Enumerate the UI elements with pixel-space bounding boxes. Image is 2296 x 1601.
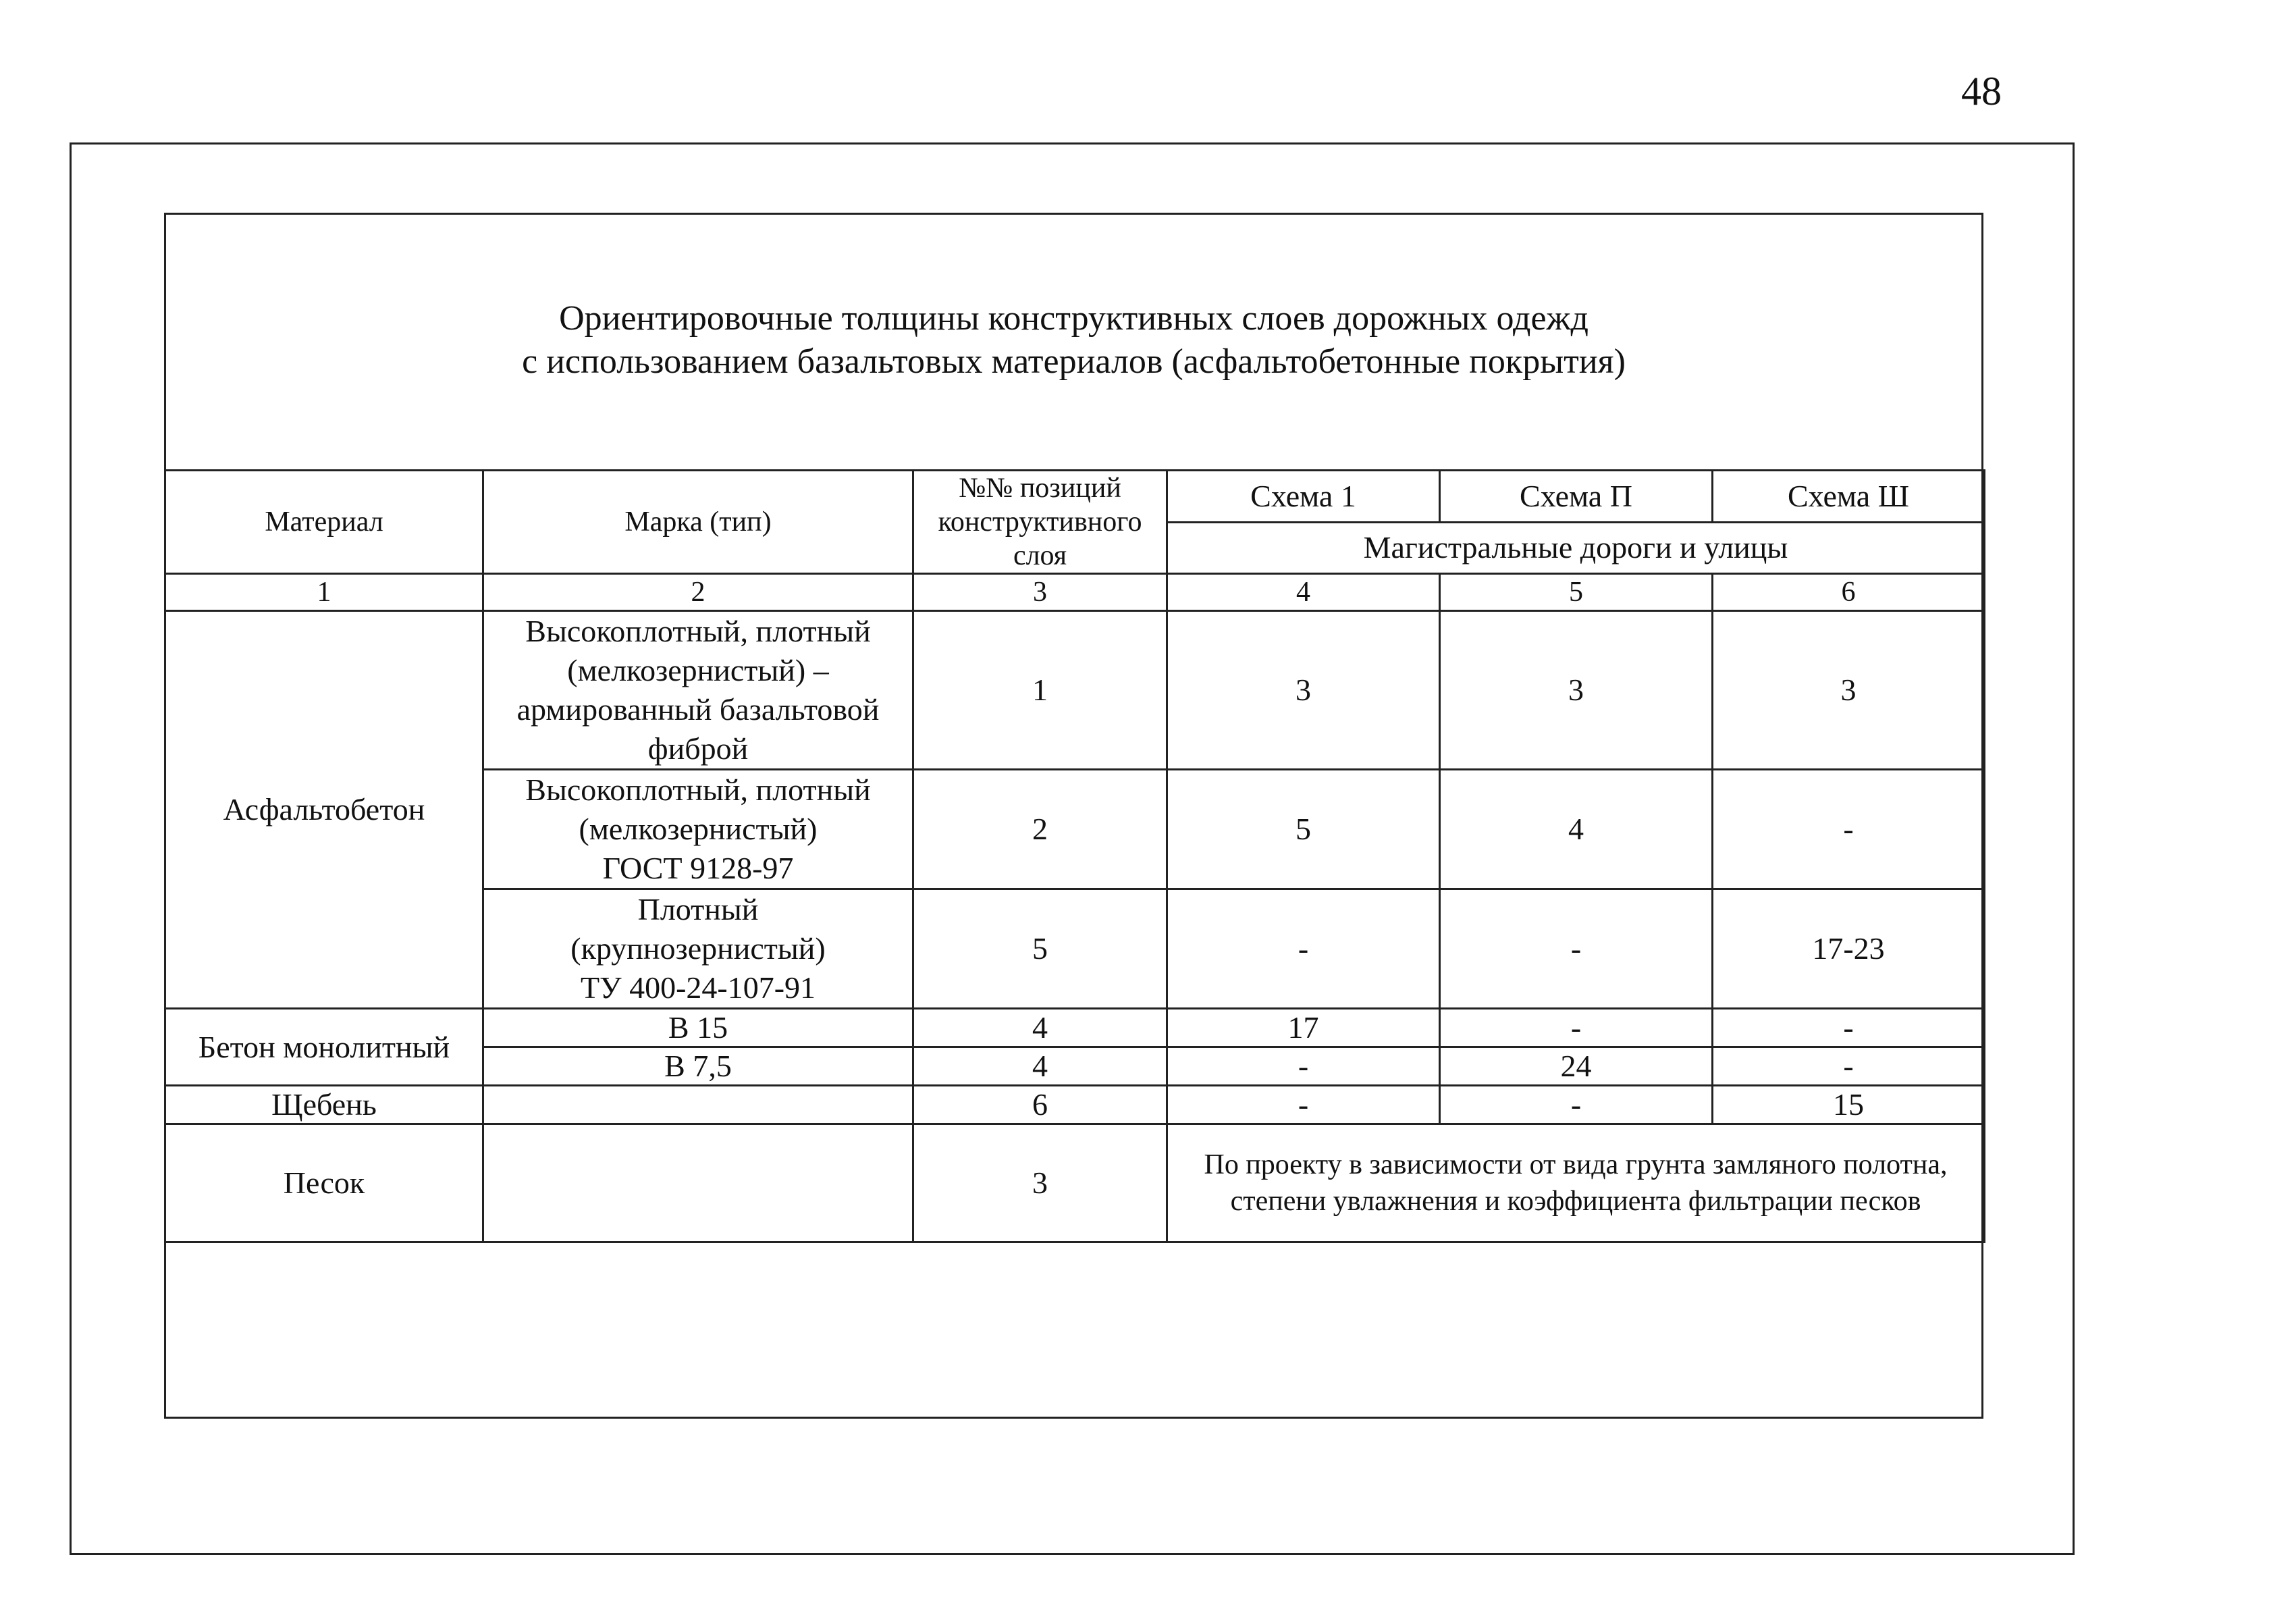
header-scheme-1: Схема 1 xyxy=(1167,471,1440,523)
brand-cell xyxy=(483,1086,913,1124)
scheme-1-cell: 17 xyxy=(1167,1009,1440,1047)
material-concrete: Бетон монолитный xyxy=(165,1009,483,1086)
table-row xyxy=(165,1086,1985,1124)
table-title xyxy=(164,297,1983,384)
scheme-2-cell: - xyxy=(1440,889,1713,1009)
material-sand: Песок xyxy=(165,1124,483,1242)
scheme-1-cell: 5 xyxy=(1167,770,1440,889)
table-row xyxy=(165,611,1985,770)
table-row xyxy=(165,1124,1985,1242)
scheme-1-cell: - xyxy=(1167,1047,1440,1086)
header-row xyxy=(165,471,1985,523)
brand-line: ТУ 400-24-107-91 xyxy=(580,970,816,1005)
column-number: 6 xyxy=(1713,574,1985,611)
header-brand: Марка (тип) xyxy=(483,471,913,574)
scheme-2-cell: 4 xyxy=(1440,770,1713,889)
header-material: Материал xyxy=(165,471,483,574)
brand-cell: В 7,5 xyxy=(483,1047,913,1086)
position-cell: 4 xyxy=(913,1047,1167,1086)
brand-cell xyxy=(483,770,913,889)
brand-line: Высокоплотный, плотный xyxy=(525,772,871,807)
scheme-3-cell: - xyxy=(1713,770,1985,889)
position-cell: 1 xyxy=(913,611,1167,770)
table-row xyxy=(165,1009,1985,1047)
material-gravel: Щебень xyxy=(165,1086,483,1124)
material-asphalt: Асфальтобетон xyxy=(165,611,483,1009)
position-cell: 5 xyxy=(913,889,1167,1009)
scheme-2-cell: 3 xyxy=(1440,611,1713,770)
scheme-3-cell: - xyxy=(1713,1009,1985,1047)
header-positions: №№ позиций конструктивного слоя xyxy=(913,471,1167,574)
header-roads: Магистральные дороги и улицы xyxy=(1167,522,1985,574)
brand-cell xyxy=(483,889,913,1009)
scheme-1-cell: - xyxy=(1167,889,1440,1009)
header-scheme-2: Схема П xyxy=(1440,471,1713,523)
brand-line: (крупнозернистый) xyxy=(570,931,826,966)
page-number: 48 xyxy=(1961,69,2002,113)
column-number: 1 xyxy=(165,574,483,611)
column-number: 4 xyxy=(1167,574,1440,611)
brand-line: ГОСТ 9128-97 xyxy=(602,851,794,885)
scheme-1-cell: 3 xyxy=(1167,611,1440,770)
layers-table xyxy=(164,469,1985,1243)
scheme-3-cell: 15 xyxy=(1713,1086,1985,1124)
position-cell: 6 xyxy=(913,1086,1167,1124)
column-number: 3 xyxy=(913,574,1167,611)
column-number: 2 xyxy=(483,574,913,611)
position-cell: 3 xyxy=(913,1124,1167,1242)
brand-cell xyxy=(483,1124,913,1242)
scheme-2-cell: 24 xyxy=(1440,1047,1713,1086)
position-cell: 2 xyxy=(913,770,1167,889)
sand-note: По проекту в зависимости от вида грунта замляного полотна, степени увлажнения и коэффициента фильтрации песков xyxy=(1167,1124,1985,1242)
header-scheme-3: Схема Ш xyxy=(1713,471,1985,523)
scheme-3-cell: 3 xyxy=(1713,611,1985,770)
scheme-1-cell: - xyxy=(1167,1086,1440,1124)
title-line-2: с использованием базальтовых материалов (асфальтобетонные покрытия) xyxy=(522,342,1626,381)
brand-line: Плотный xyxy=(637,892,759,926)
scheme-3-cell: - xyxy=(1713,1047,1985,1086)
brand-line: (мелкозернистый) xyxy=(579,812,818,846)
position-cell: 4 xyxy=(913,1009,1167,1047)
scheme-3-cell: 17-23 xyxy=(1713,889,1985,1009)
scheme-2-cell: - xyxy=(1440,1086,1713,1124)
scheme-2-cell: - xyxy=(1440,1009,1713,1047)
column-number-row xyxy=(165,574,1985,611)
brand-cell: Высокоплотный, плотный (мелкозернистый) – армированный базальтовой фиброй xyxy=(483,611,913,770)
column-number: 5 xyxy=(1440,574,1713,611)
brand-cell: В 15 xyxy=(483,1009,913,1047)
title-line-1: Ориентировочные толщины конструктивных слоев дорожных одежд xyxy=(559,299,1588,338)
